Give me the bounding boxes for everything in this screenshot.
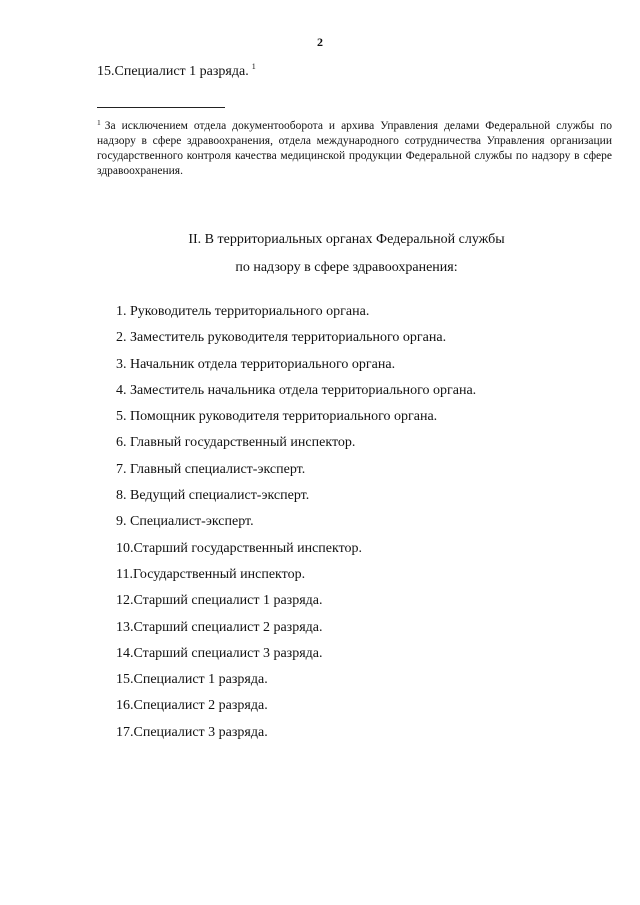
list-item: 1. Руководитель территориального органа. xyxy=(116,304,370,319)
list-item: 8. Ведущий специалист-эксперт. xyxy=(116,488,310,504)
list-item: 17.Специалист 3 разряда. xyxy=(116,724,268,740)
footnote-reference: 1 xyxy=(251,62,256,71)
list-item: 12.Старший специалист 1 разряда. xyxy=(116,593,323,609)
list-item: 5. Помощник руководителя территориального органа. xyxy=(116,409,438,425)
section-heading-line-1: II. В территориальных органах Федеральной службы xyxy=(188,232,505,247)
list-item: 10.Старший государственный инспектор. xyxy=(116,540,363,556)
list-item: 6. Главный государственный инспектор. xyxy=(116,435,356,451)
position-list xyxy=(116,303,476,750)
intro-text: 15.Специалист 1 разряда. xyxy=(97,64,249,79)
list-item: 11.Государственный инспектор. xyxy=(116,566,306,582)
section-heading-line-2: по надзору в сфере здравоохранения: xyxy=(235,260,458,275)
section-heading xyxy=(0,226,640,282)
list-item: 9. Специалист-эксперт. xyxy=(116,514,254,530)
page-number: 2 xyxy=(317,35,323,49)
list-item: 2. Заместитель руководителя территориального органа. xyxy=(116,330,447,346)
list-item: 7. Главный специалист-эксперт. xyxy=(116,461,306,477)
list-item: 15.Специалист 1 разряда. xyxy=(116,672,268,688)
footnote-divider xyxy=(97,107,225,108)
footnote-marker: 1 xyxy=(97,118,101,127)
intro-line xyxy=(97,62,256,80)
footnote-text: За исключением отдела документооборота и архива Управления делами Федеральной службы по надзору в сфере здравоохранения, отдела международного сотрудничества Управления организации государственного контроля качества медицинской продукции Федеральной службы по надзору в сфере здравоохранения. xyxy=(97,120,612,177)
list-item: 13.Старший специалист 2 разряда. xyxy=(116,619,323,635)
list-item: 16.Специалист 2 разряда. xyxy=(116,698,268,714)
list-item: 3. Начальник отдела территориального органа. xyxy=(116,356,396,372)
list-item: 4. Заместитель начальника отдела территориального органа. xyxy=(116,382,477,398)
list-item: 14.Старший специалист 3 разряда. xyxy=(116,645,323,661)
footnote xyxy=(97,115,612,179)
